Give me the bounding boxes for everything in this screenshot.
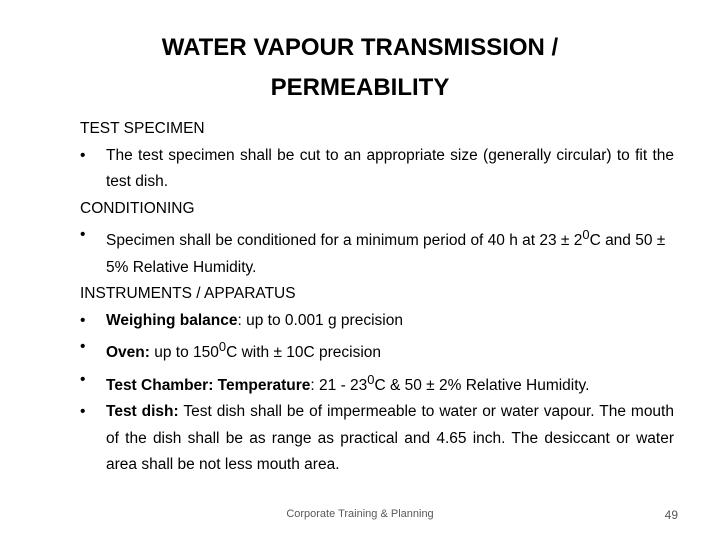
bullet-label: Weighing balance — [106, 311, 238, 329]
bullet-label: Test Chamber: Temperature — [106, 376, 311, 394]
bullet-test-dish — [80, 399, 674, 479]
heading-instruments: INSTRUMENTS / APPARATUS — [80, 285, 296, 303]
bullet-test-specimen — [80, 143, 674, 196]
bullet-text: up to 150 — [149, 344, 219, 362]
bullet-text: Test dish shall be of impermeable to water or water vapour. The mouth of the dish shall be as range as practical and 4.65 inch. The desiccant or water area shall be not less mouth area. — [106, 403, 674, 474]
bullet-label: Oven: — [106, 344, 150, 362]
title-line-1: WATER VAPOUR TRANSMISSION / — [161, 34, 559, 61]
bullet-icon: • — [80, 370, 86, 388]
superscript: 0 — [582, 227, 590, 242]
bullet-conditioning — [80, 222, 674, 281]
bullet-text: : 21 - 23 — [310, 376, 368, 394]
bullet-icon: • — [80, 403, 86, 421]
bullet-oven — [80, 334, 674, 367]
heading-test-specimen: TEST SPECIMEN — [80, 120, 205, 137]
bullet-icon: • — [80, 311, 86, 329]
bullet-text: The test specimen shall be cut to an appropriate size (generally circular) to fit the test dish. — [106, 146, 674, 190]
bullet-text: : up to 0.001 g precision — [237, 311, 403, 329]
slide-body — [80, 116, 674, 479]
bullet-label: Test dish: — [106, 403, 179, 421]
bullet-icon: • — [80, 146, 86, 164]
bullet-text: Specimen shall be conditioned for a minimum period of 40 h at 23 ± 2 — [106, 232, 583, 250]
bullet-icon: • — [80, 226, 86, 243]
heading-conditioning: CONDITIONING — [80, 199, 195, 217]
bullet-test-chamber — [80, 367, 674, 400]
bullet-text-tail: C with ± 10C precision — [226, 344, 382, 362]
footer-text: Corporate Training & Planning — [286, 508, 434, 520]
bullet-weighing-balance — [80, 308, 674, 335]
page-number: 49 — [664, 508, 678, 522]
bullet-icon: • — [80, 338, 86, 356]
superscript: 0 — [218, 339, 227, 355]
bullet-text-tail: C & 50 ± 2% Relative Humidity. — [374, 376, 590, 394]
title-line-2: PERMEABILITY — [270, 74, 450, 101]
superscript: 0 — [367, 371, 375, 387]
bullet-text-tail: C and 50 ± 5% Relative Humidity. — [106, 232, 666, 276]
slide-title — [120, 28, 600, 108]
